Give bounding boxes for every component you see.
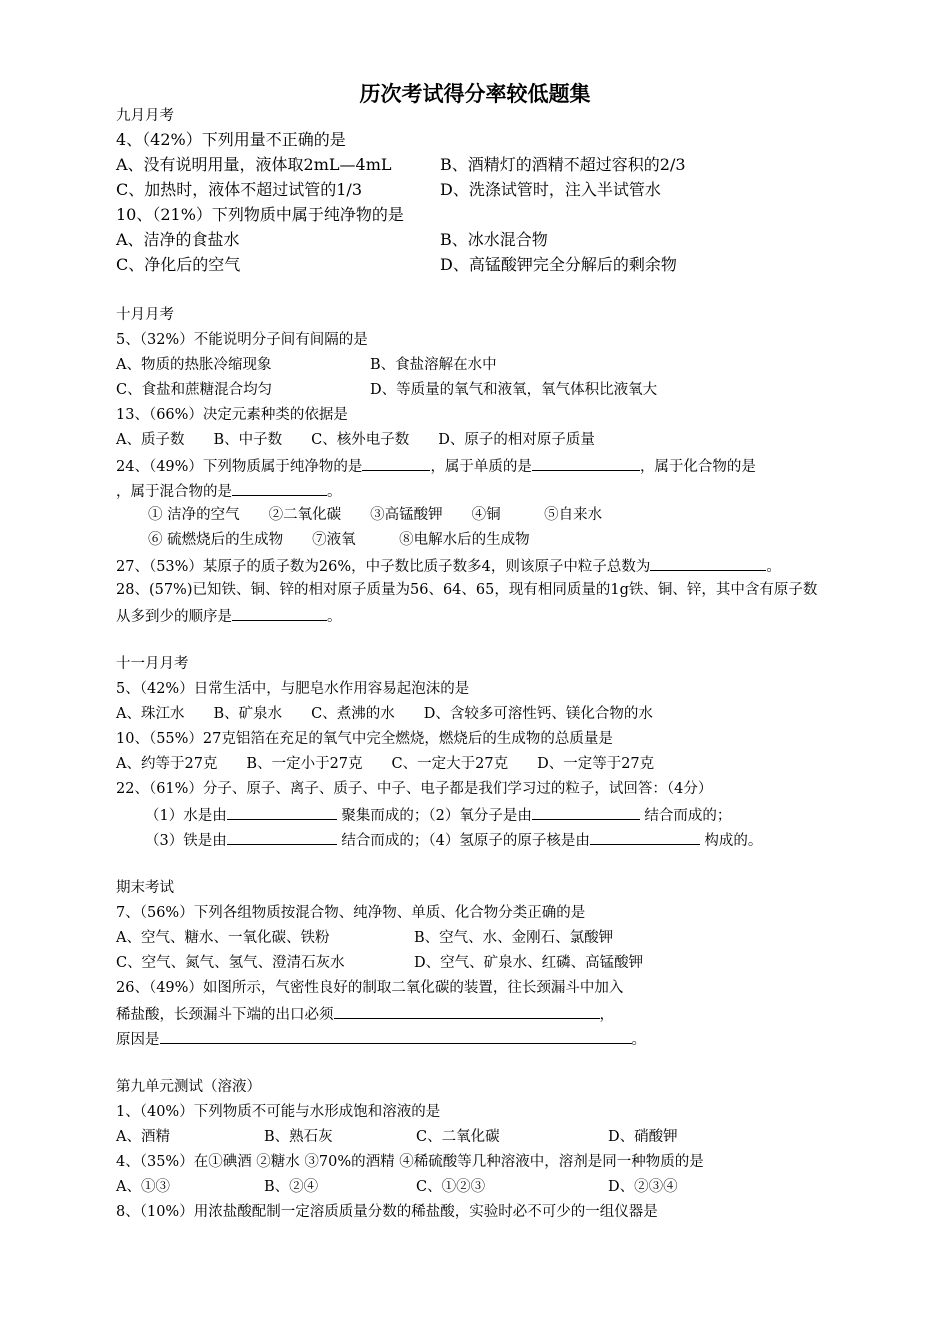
option-row [116,255,677,275]
option-b: B、冰水混合物 [440,230,548,249]
option-c: C、二氧化碳 [416,1129,500,1145]
question-stem: 28、(57%)已知铁、铜、锌的相对原子质量为56、64、65，现有相同质量的1g铁、铜、锌，其中含有原子数 [116,582,818,598]
answer-blank[interactable] [334,1003,600,1019]
option-d: D、硝酸钾 [608,1129,678,1145]
section-heading-final-exam: 期末考试 [116,880,174,896]
option-c: C、加热时，液体不超过试管的1/3 [116,180,362,199]
option-b: B、酒精灯的酒精不超过容积的2/3 [440,155,686,174]
item-list: ⑥ 硫燃烧后的生成物 ⑦液氧 ⑧电解水后的生成物 [148,532,530,548]
section-heading-november: 十一月月考 [116,656,189,672]
option-d: D、洗涤试管时，注入半试管水 [440,180,661,199]
answer-blank[interactable] [227,804,337,820]
question-stem: 1、（40%）下列物质不可能与水形成饱和溶液的是 [116,1104,441,1120]
option-c: C、①②③ [416,1179,486,1195]
option-b: B、②④ [264,1179,319,1195]
question-stem: 8、（10%）用浓盐酸配制一定溶质质量分数的稀盐酸，实验时必不可少的一组仪器是 [116,1204,658,1220]
question-stem: 26、（49%）如图所示，气密性良好的制取二氧化碳的装置，往长颈漏斗中加入 [116,980,624,996]
option-b: B、熟石灰 [264,1129,333,1145]
option-row [116,180,661,200]
section-heading-september: 九月月考 [116,108,174,124]
option-a: A、空气、糖水、一氧化碳、铁粉 [116,930,330,946]
option-row [116,380,658,400]
answer-blank[interactable] [160,1028,632,1044]
option-row [116,1127,678,1147]
answer-blank[interactable] [590,829,700,845]
question-stem: 5、（32%）不能说明分子间有间隔的是 [116,332,368,348]
option-b: B、空气、水、金刚石、氯酸钾 [414,930,614,946]
option-row [116,230,548,250]
option-row: A、约等于27克 B、一定小于27克 C、一定大于27克 D、一定等于27克 [116,756,655,772]
question-stem-continued: 稀盐酸，长颈漏斗下端的出口必须 ， [116,1003,614,1025]
option-row: A、质子数 B、中子数 C、核外电子数 D、原子的相对原子质量 [116,432,595,448]
option-c: C、净化后的空气 [116,255,241,274]
option-d: D、高锰酸钾完全分解后的剩余物 [440,255,677,274]
question-stem: 7、（56%）下列各组物质按混合物、纯净物、单质、化合物分类正确的是 [116,905,586,921]
answer-blank[interactable] [532,804,640,820]
option-row [116,355,497,375]
answer-blank[interactable] [532,455,640,471]
item-list: ① 洁净的空气 ②二氧化碳 ③高锰酸钾 ④铜 ⑤自来水 [148,507,603,523]
option-c: C、食盐和蔗糖混合均匀 [116,382,273,398]
question-stem: 24、（49%）下列物质属于纯净物的是 ，属于单质的是 ，属于化合物的是 [116,455,756,477]
option-row [116,928,614,948]
option-b: B、食盐溶解在水中 [370,357,497,373]
page-title: 历次考试得分率较低题集 [359,81,591,106]
section-heading-unit-nine: 第九单元测试（溶液） [116,1079,261,1095]
answer-blank[interactable] [232,480,327,496]
option-row: A、珠江水 B、矿泉水 C、煮沸的水 D、含较多可溶性钙、镁化合物的水 [116,706,653,722]
question-stem: 10、（55%）27克铝箔在充足的氧气中完全燃烧，燃烧后的生成物的总质量是 [116,731,613,747]
option-row [116,1177,678,1197]
answer-blank[interactable] [362,455,430,471]
option-c: C、空气、氮气、氢气、澄清石灰水 [116,955,345,971]
fill-in-row: （1）水是由 聚集而成的；（2）氧分子是由 结合而成的； [145,804,731,826]
answer-blank[interactable] [650,555,766,571]
section-heading-october: 十月月考 [116,307,174,323]
question-stem: 13、（66%）决定元素种类的依据是 [116,407,348,423]
question-stem-continued: 原因是 。 [116,1028,646,1050]
question-stem: 4、（42%）下列用量不正确的是 [116,130,346,149]
answer-blank[interactable] [232,605,327,621]
fill-in-row: （3）铁是由 结合而成的；（4）氢原子的原子核是由 构成的。 [145,829,762,851]
question-stem: 27、（53%）某原子的质子数为26%，中子数比质子数多4，则该原子中粒子总数为 。 [116,555,781,577]
option-a: A、物质的热胀冷缩现象 [116,357,272,373]
question-stem-continued: ，属于混合物的是 。 [116,480,342,502]
question-stem: 22、（61%）分子、原子、离子、质子、中子、电子都是我们学习过的粒子，试回答：（4分） [116,781,713,797]
option-a: A、没有说明用量，液体取2mL—4mL [116,155,392,174]
question-stem: 4、（35%）在①碘酒 ②糖水 ③70%的酒精 ④稀硫酸等几种溶液中，溶剂是同一种物质的是 [116,1154,704,1170]
option-a: A、洁净的食盐水 [116,230,240,249]
option-a: A、酒精 [116,1129,170,1145]
answer-blank[interactable] [227,829,337,845]
question-stem-continued: 从多到少的顺序是 。 [116,605,342,627]
option-d: D、等质量的氧气和液氧，氧气体积比液氧大 [370,382,658,398]
question-stem: 10、（21%）下列物质中属于纯净物的是 [116,205,404,224]
question-stem: 5、（42%）日常生活中，与肥皂水作用容易起泡沫的是 [116,681,470,697]
option-row [116,155,686,175]
option-row [116,953,644,973]
option-d: D、②③④ [608,1179,678,1195]
option-a: A、①③ [116,1179,170,1195]
option-d: D、空气、矿泉水、红磷、高锰酸钾 [414,955,644,971]
